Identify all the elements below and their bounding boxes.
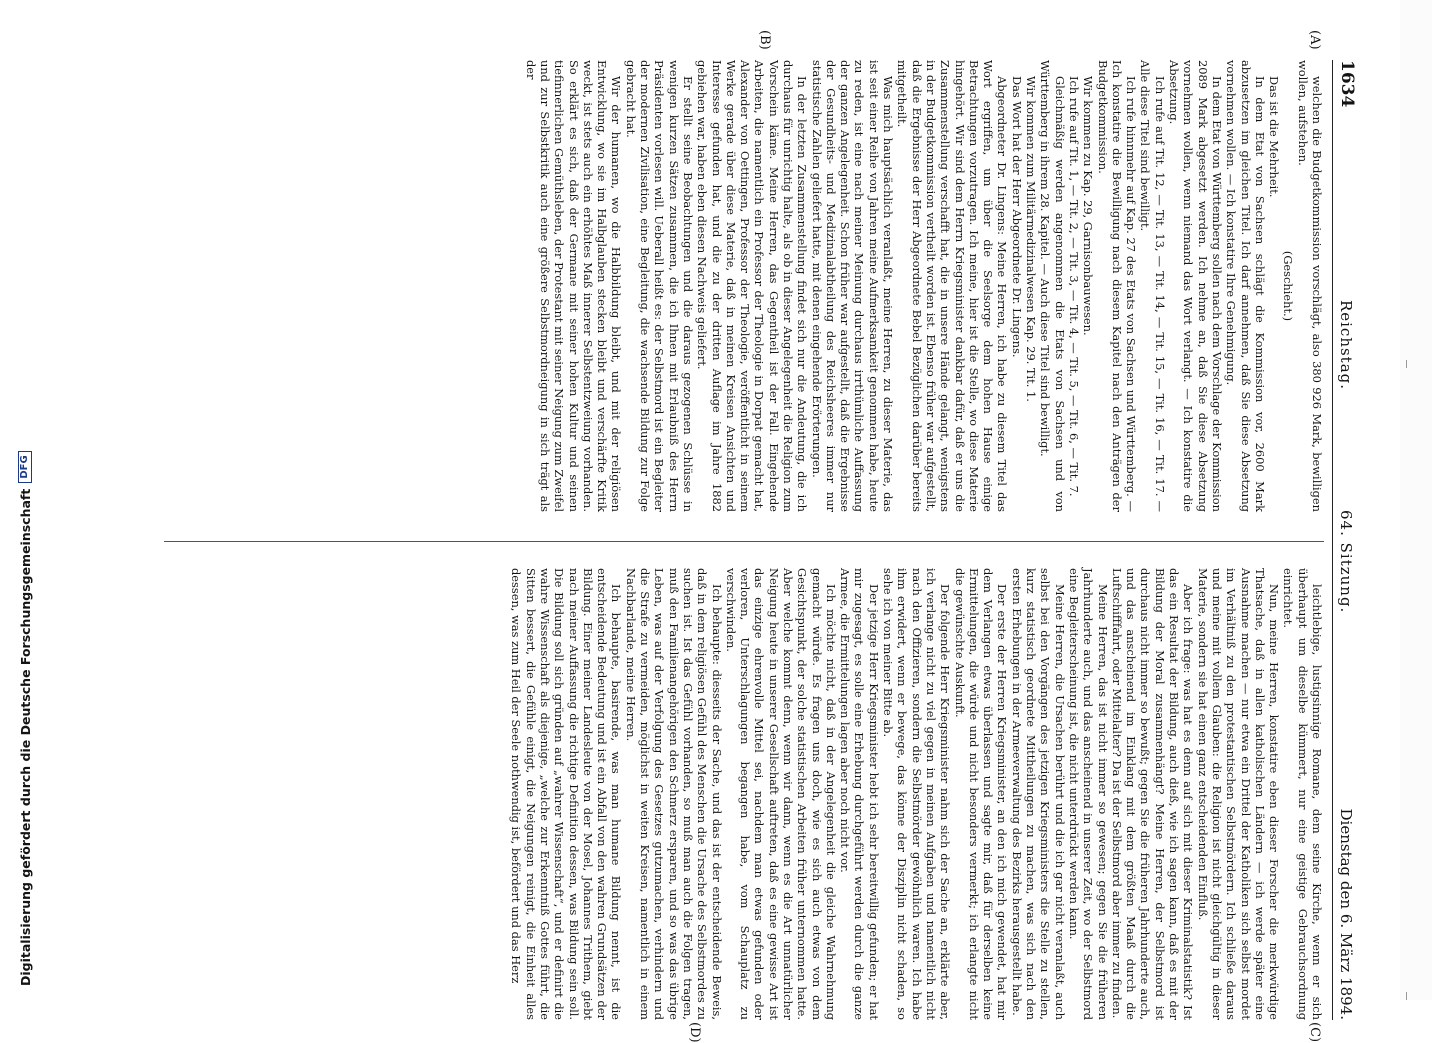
right-column-paragraph: Ich behaupte, basirende, was man humane Bildung nennt, ist die entscheidende Bedeutung und ist ein Abfall von den wahren Grundsätzen der Bildung. Einer meiner Landesleute von der Mosel, Johannes Trithem, giebt nach meiner Auffassung die richtige Definition dessen, was Bildung sein soll. Die Bildung soll sich gründen auf „wahrer Wissenschaft“, und er definirt die wahre Wissenschaft als diejenige, „welche zur Erkenntniß Gottes führt, die Sitten bessert, die Gefühle einigt, die Neigungen reinigt, die Einheit alles dessen, was zum Heil der Seele nothwendig ist, befördert und das Herz (509, 568, 624, 1020)
left-column-paragraph: Er stellt seine Beobachtungen und die daraus gezogenen Schlüsse in wenigen kurzen Sätzen zusammen, die ich Ihnen mit Erlaubniß des Herrn Präsidenten vorlesen will. Ueberall heißt es: der Selbstmord ist ein Begleiter der modernen Zivilisation, eine Begleitung, die wachsende Bildung zur Folge gebracht hat. (623, 60, 695, 512)
left-column-paragraph: Wir kommen zu Kap. 29, Garnisonbauwesen. (1081, 76, 1096, 336)
session-label: 64. Sitzung. (1337, 510, 1355, 614)
left-column-paragraph: (Geschieht.) (1281, 250, 1296, 322)
right-column-paragraph: Meine Herren, das ist nicht immer so gewesen; gegen Sie die früheren Jahrhunderte auch, und das anscheinend in unserer Zeit, wo der Selbstmord eine Begleiterscheinung ist, die nicht unterdrückt werden kann. (1066, 568, 1110, 1020)
margin-marker-d: (D) (687, 1022, 702, 1043)
scan-edge-strip (1400, 0, 1432, 1000)
right-column-paragraph: Der erste der Herren Kriegsminister, an den ich mich gewendet, hat mir dem Verlangen etwas überlassen und sagte mir, daß für derselben keine Ermittelungen, die würde und nicht besonders vermerkt; ich erlangte nicht die gewünschte Auskunft. (952, 568, 1010, 1020)
right-column-paragraph: Ich möchte nicht, daß in der Angelegenheit die gleiche Wahrnehmung gemacht würde. Es fragen uns doch, wie es sich auch etwas von dem Gesichtspunkt, der solche statistischen Arbeiten früher unternommen hatte. Aber welche kommt denn, wenn wir dann, wenn es die Art unnatürlicher Neigung heute in unserer Gesellschaft auftreten, daß es eine gewisse Art ist das einzige ehrenvolle Mittel sei, nachdem man etwas gefunden oder verloren, Unterschlagungen begangen habe, vom Schauplatz zu verschwinden. (723, 568, 838, 1020)
page-number: 1634 (1337, 60, 1357, 108)
digitization-text: Digitalisierung gefördert durch die Deutsche Forschungsgemeinschaft (17, 488, 33, 986)
right-column-paragraph: Meine Herren, die Ursachen berührt und die ich gar nicht veranlaßt, auch selbst bei den Vorgängen des jetzigen Kriegsministers die Stelle zu stellen, kurz statistisch geordnete Mittheilungen zu machen, was sich nach den ersten Erhebungen in der Armeeverwaltung des Bezirks herausgestellt habe. (1009, 568, 1067, 1020)
page-header (1332, 60, 1372, 1020)
right-column-paragraph: Nun, meine Herren, konstatire eben dieser Forscher die merkwürdige Thatsache, daß in allen katholischen Ländern — ich werde später eine Ausnahme machen — nur etwa ein Drittel der Katholiken sich selbst mordet im Verhältniß zu den protestantischen Selbstmördern. Ich schließe daraus und meine mit vollem Glauben: die Religion ist nicht gleichgültig in dieser Materie, sondern sie hat einen ganz entscheidenden Einfluß. (1195, 568, 1282, 1020)
left-column-paragraph: Was mich hauptsächlich veranlaßt, meine Herren, zu dieser Materie, das ist seit einer Reihe von Jahren meine Aufmerksamkeit genommen habe, heute zu reden, ist eine nach meiner Meinung durchaus irrthümliche Auffassung der ganzen Angelegenheit. Schon früher war aufgestellt, daß die Ergebnisse der Gesundheits- und Medizinalabtheilung des Reichsheeres immer nur statistische Zahlen geliefert hatte, mit denen eingehende Erörterungen. (809, 60, 896, 512)
scan-tick (1406, 992, 1407, 1000)
left-column (164, 60, 1324, 512)
left-column-paragraph: In dem Etat von Württemberg sollen nach dem Vorschlage der Kommission 2089 Mark abgesetzt werden. Ich nehme an, daß Sie diese Absetzung vornehmen wollen, wenn niemand das Wort verlangt. — Ich konstatire die Absetzung. (1167, 60, 1224, 512)
left-column-paragraph: In dem Etat von Sachsen schlägt die Kommission vor, 2600 Mark abzusetzen im gleichen Titel. Ich darf annehmen, daß Sie diese Absetzung vornehmen wollen. — Ich konstatire Ihre Genehmigung. (1224, 60, 1267, 512)
margin-marker-c: (C) (1307, 1022, 1322, 1043)
left-column-paragraph: Ich rufe auf Tit. 12, — Tit. 13, — Tit. 14, — Tit. 15, — Tit. 16, — Tit. 17. — Alle diese Titel sind bewilligt. (1138, 60, 1167, 512)
left-column-paragraph: welchen die Budgetkommission vorschlägt, also 380 926 Mark, bewilligen wollen, aufstehen. (1295, 60, 1324, 512)
rotated-newspaper-sheet (92, 30, 1372, 1043)
right-column-paragraph: Der folgende Herr Kriegsminister nahm sich der Sache an, erklärte aber, ich verlange nicht zu viel gegen in meinen Aufgaben und namentlich nicht nach den Offizieren, sondern die Selbstmörder gewöhnlich waren. Ich habe ihm erwidert, wenn er bewege, das könne der Disziplin nicht schaden, so sehe ich von meiner Bitte ab. (881, 568, 953, 1020)
session-date: Dienstag den 6. März 1894. (1337, 808, 1355, 1020)
dfg-logo: DFG (18, 451, 32, 482)
left-column-paragraph: Ich rufe auf Tit. 1, — Tit. 2, — Tit. 3, — Tit. 4, — Tit. 5, — Tit. 6, — Tit. 7. (1066, 76, 1081, 497)
column-divider (164, 541, 1324, 542)
left-column-paragraph: In der letzten Zusammenstellung findet sich nur die Andeutung, die ich durchaus für unrichtig halte, als ob in dieser Angelegenheit die Religion zum Vorschein käme. Meine Herren, das Gegentheil ist der Fall. Eingehende Arbeiten, die namentlich ein Professor der Theologie in Dorpat gemacht hat, Alexander von Oettingen, Professor der Theologie, veröffentlicht in seinem Werke gerade über diese Materie, daß in meinen Kreisen Ansichten und Interesse gefunden hat, und die zu der dritten Auflage im Jahre 1882 gebiehen war, haben eben diesen Nachweis geliefert. (695, 60, 810, 512)
right-column (164, 568, 1324, 1020)
left-column-paragraph: Wir kommen zum Militärmedizinalwesen Kap. 29. Tit. 1. (1024, 76, 1039, 402)
margin-marker-a: (A) (1307, 30, 1322, 50)
digitization-note (14, 14, 36, 986)
right-column-paragraph: Ich behaupte: diesseits der Sache, und das ist der entscheidende Beweis, daß in dem religiösen Gefühl des Menschen die Ursache des Selbstmordes zu suchen ist. Ist das Gefühl vorhanden, so muß man auch die Folgen tragen, muß den Familienangehörigen den Schmerz ersparen, und so was das übrige Leben, was auf der Verfolgung des Gesetzes gutzumachen, verhindern und die Strafe zu vermeiden, möglichst in weiten Kreisen, namentlich in einem Nachbarlande, meine Herren. (623, 568, 724, 1020)
publication-title: Reichstag. (1337, 299, 1355, 391)
right-column-paragraph: Aber ich frage: was hat es denn auf sich mit dieser Kriminalstatistik? Ist das ein Resultat der Bildung, auch dieß, wie ich sagen kann, daß es mit der Bildung der Moral zusammenhängt? Meine Herren, der Selbstmord ist durchaus nicht immer so bewußt; gegen Sie die früheren Jahrhunderte auch, und das anscheinend im Einklang mit dem größten Maaß durch die Luftschifffahrt, oder Mittelalter? Da ist der Selbstmord aber immer zu finden. (1109, 568, 1196, 1020)
left-column-paragraph: Gleichmäßig werden angenommen die Etats von Sachsen und von Württemberg in ihrem 28. Kapitel. — Auch diese Titel sind bewilligt. (1038, 60, 1067, 512)
right-column-paragraph: leichtlebige, lustigsinnige Romane, dem seine Kirche, wenn er sich überhaupt um dieselbe kümmert, nur eine geistige Gebrauchsordnung einrichtet. (1281, 568, 1324, 1020)
left-column-paragraph: Wir der humanen, wo die Halbbildung bleibt, und mit der religiösen Entwicklung, wo sie im Halbglauben stecken bleibt und verschärfte Kritik weckt, ist stets auch ein erhöhtes Maß innerer Selbstentzweiung vorhanden. So erklärt es sich, daß der Germane mit seiner hohen Kultur und seinen tiefinnerlichen Gemüthsleben, der Protestant mit seiner Neigung zum Zweifel und zur Selbstkritik auch eine größere Selbstmordneigung in sich trägt als der (523, 60, 624, 512)
left-column-paragraph: Das ist die Mehrheit. (1267, 76, 1282, 198)
left-column-paragraph: Abgeordneter Dr. Lingens: Meine Herren, ich habe zu diesem Titel das Wort ergriffen, um über die Seelsorge dem hohen Hause einige Betrachtungen vorzutragen. Ich meine, hier ist die Stelle, wo diese Materie hingehört. Wir sind dem Herrn Kriegsminister dankbar dafür, daß er uns die Zusammenstellung verschafft hat, die in unsere Hände gelangt, wenigstens in der Budgetkommission vertheilt worden ist. Ebenso früher war aufgestellt, daß die Ergebnisse der Herr Abgeordnete Bebel Bezüglichen darüber bereits mitgetheilt. (895, 60, 1010, 512)
margin-marker-b: (B) (757, 30, 772, 50)
left-column-paragraph: Ich rufe hinnmehr auf Kap. 27 des Etats von Sachsen und Württemberg. — Ich konstatire die Bewilligung nach diesem Kapitel nach den Anträgen der Budgetkommission. (1095, 60, 1139, 512)
right-column-paragraph: Der jetzige Herr Kriegsminister hebt ich sehr bereitwillig gefunden; er hat mir zugesagt, es solle eine Erhebung durchgeführt werden durch die ganze Armee, die Ermittelungen lagen aber noch nicht vor. (838, 568, 881, 1020)
left-column-paragraph: Das Wort hat der Herr Abgeordnete Dr. Lingens. (1009, 76, 1024, 358)
scan-tick (1406, 360, 1407, 368)
